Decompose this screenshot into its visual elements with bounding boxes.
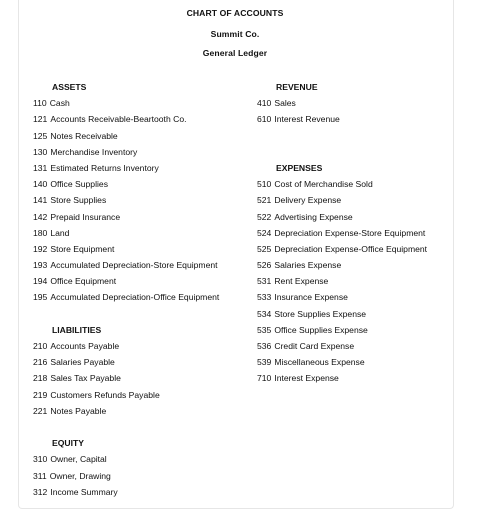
account-name: Cost of Merchandise Sold [274,179,373,190]
account-name: Advertising Expense [274,211,353,222]
ledger-name: General Ledger [202,48,268,58]
section-title-liabilities: LIABILITIES [52,324,102,335]
account-number: 193 [33,260,48,271]
account-number: 121 [33,114,48,125]
account-name: Estimated Returns Inventory [50,162,159,173]
section-title-revenue: REVENUE [276,82,318,92]
account-number: 526 [257,260,272,271]
account-row [33,403,253,419]
account-name: Accumulated Depreciation-Store Equipment [50,260,218,271]
account-row [33,209,253,225]
account-number: 525 [257,243,272,254]
account-row [33,387,253,403]
account-name: Store Supplies Expense [274,308,367,319]
account-name: Office Equipment [50,276,117,287]
account-number: 539 [257,357,272,368]
account-name: Office Supplies Expense [274,324,368,335]
account-row [257,273,457,289]
account-row [33,484,253,500]
account-row [257,225,457,241]
account-name: Salaries Payable [50,357,115,368]
account-name: Cash [49,98,70,109]
account-row [33,241,253,257]
account-number: 210 [33,341,48,351]
account-number: 534 [257,308,272,319]
account-name: Land [50,227,70,238]
account-row [257,354,457,370]
account-number: 410 [257,98,272,109]
account-number: 140 [33,179,48,190]
account-row [257,241,457,257]
account-name: Delivery Expense [274,195,342,206]
account-name: Customers Refunds Payable [50,389,160,400]
account-name: Sales [274,98,296,109]
account-name: Miscellaneous Expense [274,357,365,368]
left-column [33,79,253,500]
account-name: Depreciation Expense-Office Equipment [274,243,428,254]
account-number: 221 [33,405,48,416]
right-column [257,79,457,387]
account-name: Sales Tax Payable [50,373,121,384]
account-row [33,451,253,467]
account-row [257,111,457,127]
account-number: 142 [33,211,48,222]
account-name: Notes Payable [50,405,107,416]
account-number: 130 [33,146,48,157]
section-title-assets: ASSETS [52,82,87,92]
account-number: 522 [257,211,272,222]
account-row [33,468,253,484]
document-title: CHART OF ACCOUNTS [186,8,284,18]
account-number: 125 [33,130,48,141]
account-row [33,176,253,192]
account-number: 219 [33,389,48,400]
account-row [257,176,457,192]
account-number: 141 [33,195,48,206]
account-name: Accounts Receivable-Beartooth Co. [50,114,187,125]
account-row [33,257,253,273]
account-number: 194 [33,276,48,287]
account-number: 533 [257,292,272,303]
account-number: 311 [33,470,47,481]
account-name: Office Supplies [50,179,108,190]
account-row [33,111,253,127]
account-name: Rent Expense [274,276,329,287]
account-row [33,225,253,241]
account-number: 180 [33,227,48,238]
account-number: 218 [33,373,48,384]
account-row [33,128,253,144]
account-row [257,306,457,322]
account-number: 510 [257,179,272,190]
account-number: 531 [257,276,272,287]
account-name: Owner, Capital [50,454,107,465]
account-number: 110 [33,98,47,109]
account-row [257,289,457,305]
account-row [33,354,253,370]
account-row [257,95,457,111]
section-title-expenses: EXPENSES [276,162,323,173]
account-name: Merchandise Inventory [50,146,138,157]
company-name: Summit Co. [210,29,260,39]
account-number: 195 [33,292,48,303]
account-row [257,192,457,208]
account-name: Store Supplies [50,195,107,206]
account-name: Interest Revenue [274,114,340,125]
account-name: Credit Card Expense [274,341,355,351]
account-name: Notes Receivable [50,130,118,141]
account-name: Insurance Expense [274,292,348,303]
account-name: Accumulated Depreciation-Office Equipment [50,292,220,303]
section-title-equity: EQUITY [52,438,84,449]
account-row [33,95,253,111]
account-number: 310 [33,454,48,465]
account-row [33,160,253,176]
account-name: Store Equipment [50,243,115,254]
account-number: 131 [33,162,48,173]
account-number: 521 [257,195,272,206]
account-number: 524 [257,227,272,238]
account-row [33,289,253,305]
account-name: Salaries Expense [274,260,342,271]
account-name: Interest Expense [274,373,339,384]
account-row [257,338,457,354]
account-name: Income Summary [50,486,118,497]
account-number: 536 [257,341,272,351]
account-name: Owner, Drawing [49,470,111,481]
account-row [257,257,457,273]
account-number: 192 [33,243,48,254]
account-name: Prepaid Insurance [50,211,121,222]
account-row [33,370,253,386]
account-number: 610 [257,114,272,125]
account-name: Accounts Payable [50,341,120,351]
account-row [33,144,253,160]
account-number: 710 [257,373,272,384]
account-row [33,338,253,354]
account-name: Depreciation Expense-Store Equipment [274,227,426,238]
account-number: 216 [33,357,48,368]
account-number: 535 [257,324,272,335]
account-row [257,209,457,225]
account-row [257,322,457,338]
account-row [33,273,253,289]
account-row [33,192,253,208]
account-number: 312 [33,486,48,497]
account-row [257,370,457,386]
